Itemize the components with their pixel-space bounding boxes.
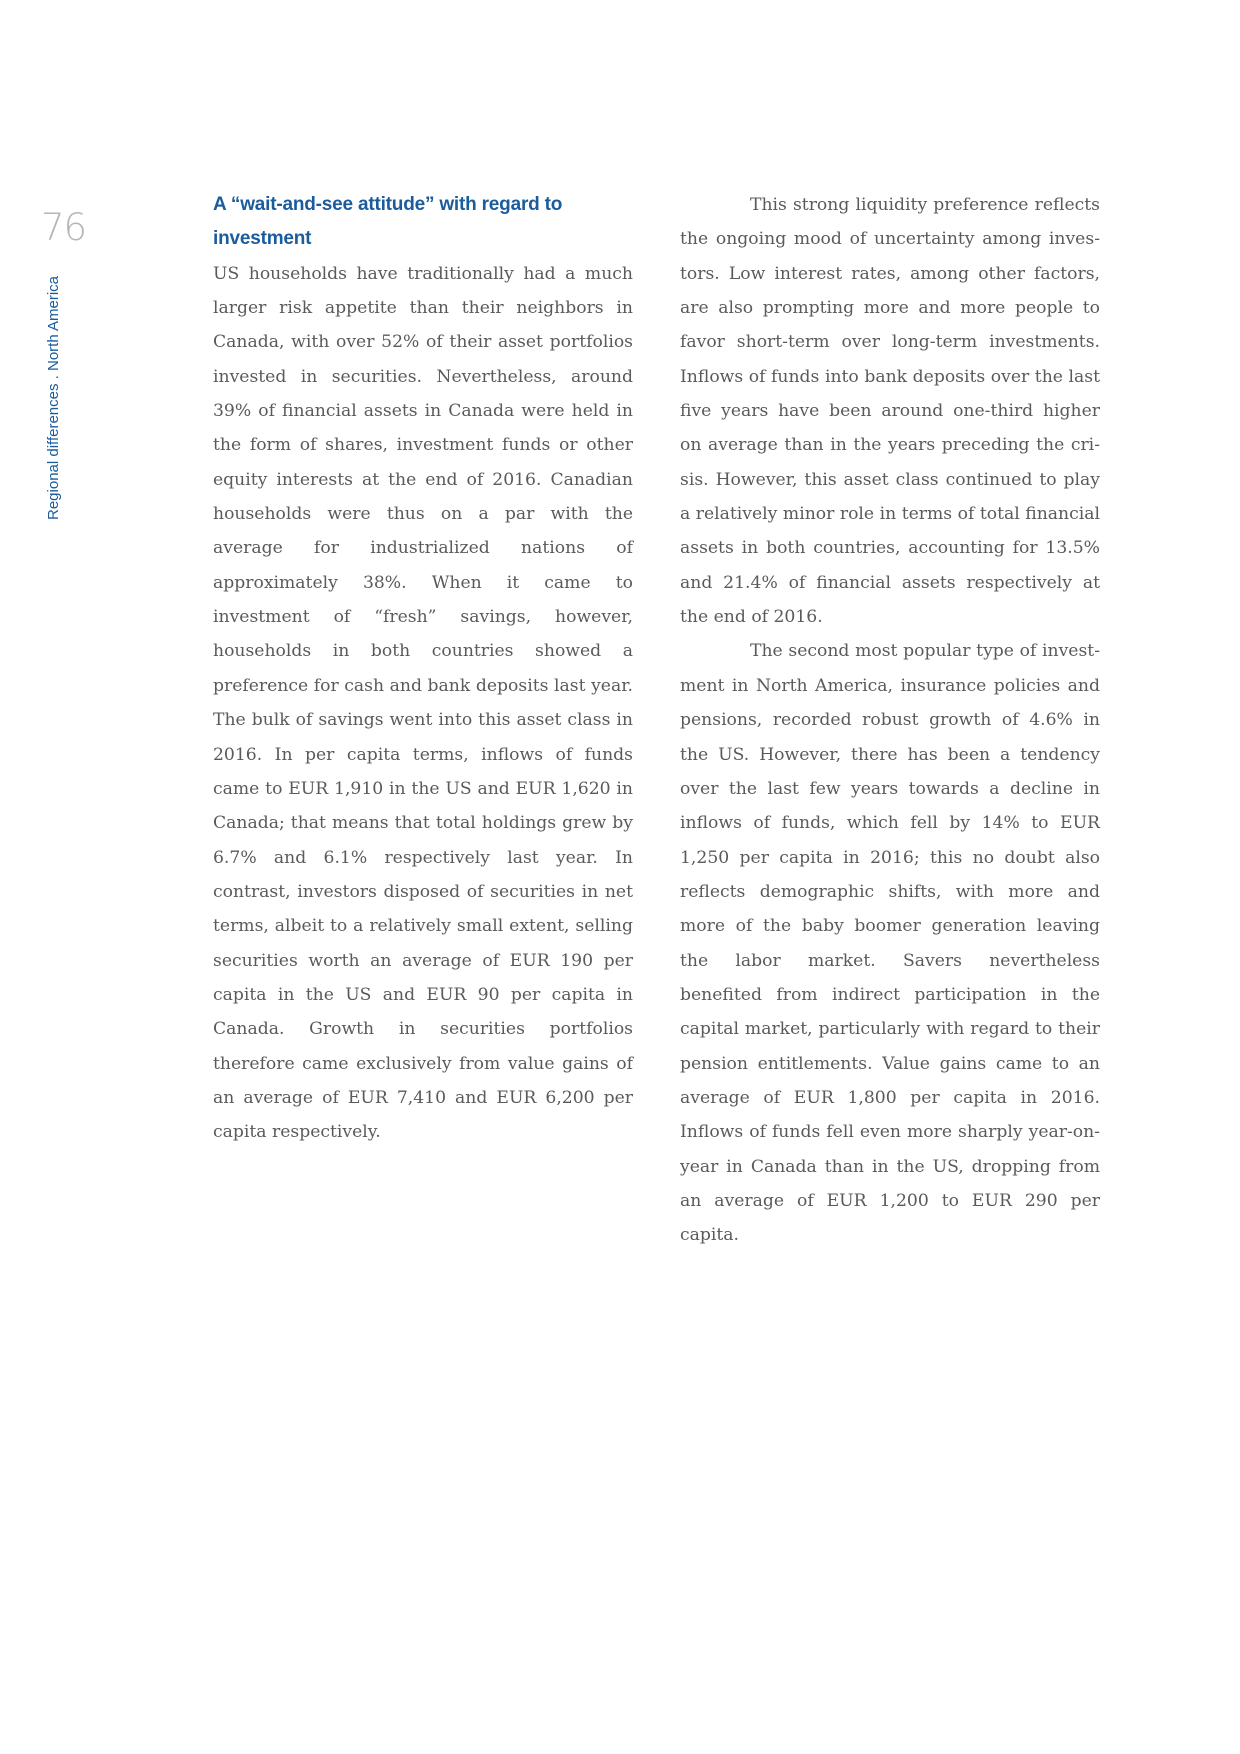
right-column <box>680 188 1100 1253</box>
body-paragraph-1: US households have traditionally had a much larger risk appetite than their neighbors in Canada, with over 52% of their asset portfolios invested in securities. Nevertheless, around 39% of financial assets in Canada were held in the form of shares, investment funds or other equity interests at the end of 2016. Canadian households were thus on a par with the average for industrialized nations of approximately 38%. When it came to investment of “fresh” savings, however, households in both countries showed a preference for cash and bank deposits last year. The bulk of savings went into this asset class in 2016. In per capita terms, inflows of funds came to EUR 1,910 in the US and EUR 1,620 in Canada; that means that total holdings grew by 6.7% and 6.1% respectively last year. In contrast, investors disposed of securities in net terms, albeit to a relatively small extent, selling securities worth an average of EUR 190 per capita in the US and EUR 90 per capita in Canada. Growth in securities portfolios therefore came exclusively from value gains of an average of EUR 7,410 and EUR 6,200 per capita respectively. <box>213 263 633 1143</box>
section-heading: A “wait-and-see attitude” with regard to investment <box>213 194 563 250</box>
body-paragraph-3: The second most popular type of investment in North America, insurance policies and pensions, recorded robust growth of 4.6% in the US. However, there has been a tendency over the last few years towards a decline in inflows of funds, which fell by 14% to EUR 1,250 per capita in 2016; this no doubt also reflects demographic shifts, with more and more of the baby boomer generation leaving the labor market. Savers nevertheless benefited from indirect participation in the capital market, particularly with regard to their pension entitlements. Value gains came to an average of EUR 1,800 per capita in 2016. Inflows of funds fell even more sharply year-on-year in Canada than in the US, dropping from an average of EUR 1,200 to EUR 290 per capita. <box>680 641 1100 1246</box>
page-number: 76 <box>41 206 87 249</box>
left-column <box>213 188 633 1150</box>
running-head: Regional differences . North America <box>45 275 62 520</box>
body-paragraph-2: This strong liquidity preference reflects the ongoing mood of uncertainty among investors. Low interest rates, among other factors, are also prompting more and more people to favor short-term over long-term investments. Inflows of funds into bank deposits over the last five years have been around one-third higher on average than in the years preceding the crisis. However, this asset class continued to play a relatively minor role in terms of total financial assets in both countries, accounting for 13.5% and 21.4% of financial assets respectively at the end of 2016. <box>680 195 1100 628</box>
